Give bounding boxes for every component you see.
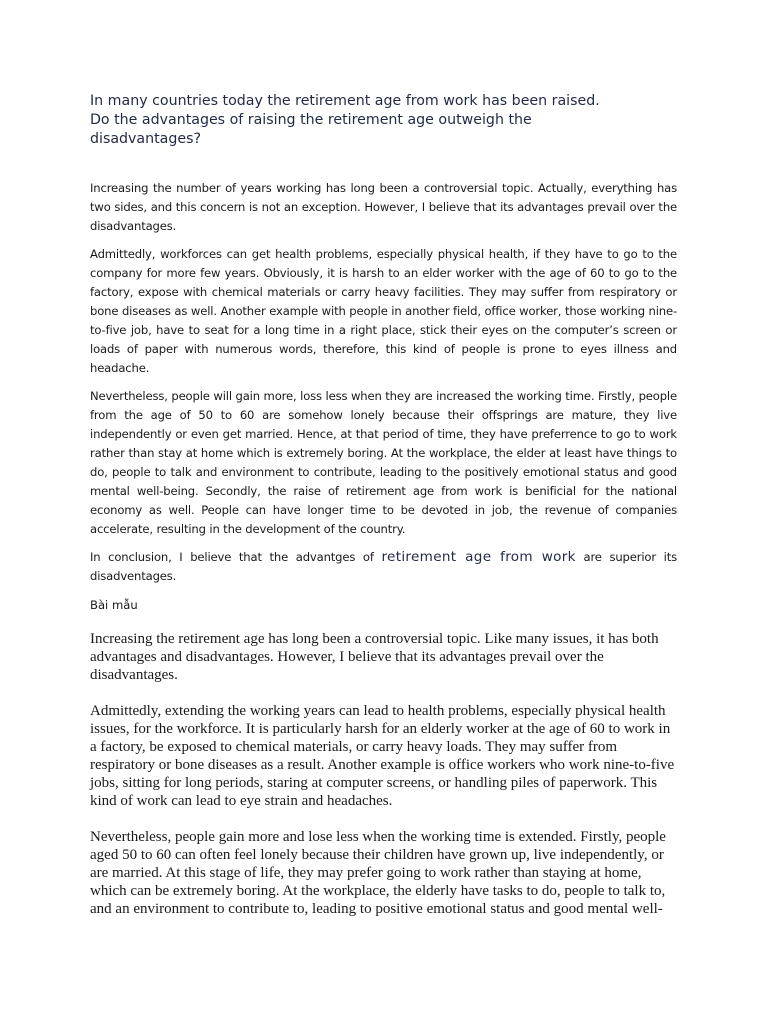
question-line-2: Do the advantages of raising the retirement age outweigh the	[90, 112, 532, 128]
essay-paragraph-conclusion	[90, 548, 677, 586]
document-page	[90, 92, 677, 936]
sample-paragraph-body-2: Nevertheless, people gain more and lose less when the working time is extended. Firstly, people aged 50 to 60 can often feel lonely because their children have grown up, live independently, or are married. At this stage of life, they may prefer going to work rather than staying at home, which can be extremely boring. At the workplace, the elderly have tasks to do, people to talk to, and an environment to contribute to, leading to positive emotional status and good mental well-	[90, 829, 666, 917]
essay-paragraph-intro: Increasing the number of years working has long been a controversial topic. Actually, everything has two sides, and this concern is not an exception. However, I believe that its advantages prevail over the disadvantages.	[90, 181, 677, 233]
sample-paragraph-body-1: Admittedly, extending the working years can lead to health problems, especially physical health issues, for the workforce. It is particularly harsh for an elderly worker at the age of 60 to work in a factory, be exposed to chemical materials, or carry heavy loads. They may suffer from respiratory or bone diseases as a result. Another example is office workers who work nine-to-five jobs, sitting for long periods, staring at computer screens, or handling piles of paperwork. This kind of work can lead to eye strain and headaches.	[90, 703, 675, 809]
question-line-1: In many countries today the retirement age from work has been raised.	[90, 93, 600, 109]
question-line-3: disadvantages?	[90, 131, 202, 147]
essay-question	[90, 92, 677, 149]
sample-paragraph-intro: Increasing the retirement age has long been a controversial topic. Like many issues, it has both advantages and disadvantages. However, I believe that its advantages prevail over the disadvantages.	[90, 631, 659, 683]
conclusion-highlight: retirement age from work	[381, 549, 576, 565]
essay-paragraph-body-1: Admittedly, workforces can get health problems, especially physical health, if they have to go to the company for more few years. Obviously, it is harsh to an elder worker with the age of 60 to go to the factory, expose with chemical materials or carry heavy facilities. They may suffer from respiratory or bone diseases as well. Another example with people in another field, office worker, those working nine-to-five job, have to seat for a long time in a right place, stick their eyes on the computer’s screen or loads of paper with numerous words, therefore, this kind of people is prone to eyes illness and headache.	[90, 247, 677, 375]
sample-label: Bài mẫu	[90, 598, 138, 612]
conclusion-end: are superior its disadventages.	[90, 550, 678, 583]
conclusion-start: In conclusion, I believe that the advantges of	[90, 550, 382, 564]
essay-paragraph-body-2: Nevertheless, people will gain more, loss less when they are increased the working time. Firstly, people from the age of 50 to 60 are somehow lonely because their offsprings are mature, they live independently or even get married. Hence, at that period of time, they have preferrence to go to work rather than stay at home which is extremely boring. At the workplace, the elder at least have things to do, people to talk and environment to contribute, leading to the positively emotional status and good mental well-being. Secondly, the raise of retirement age from work is benificial for the national economy as well. People can have longer time to be devoted in job, the revenue of companies accelerate, resulting in the development of the country.	[90, 389, 677, 536]
